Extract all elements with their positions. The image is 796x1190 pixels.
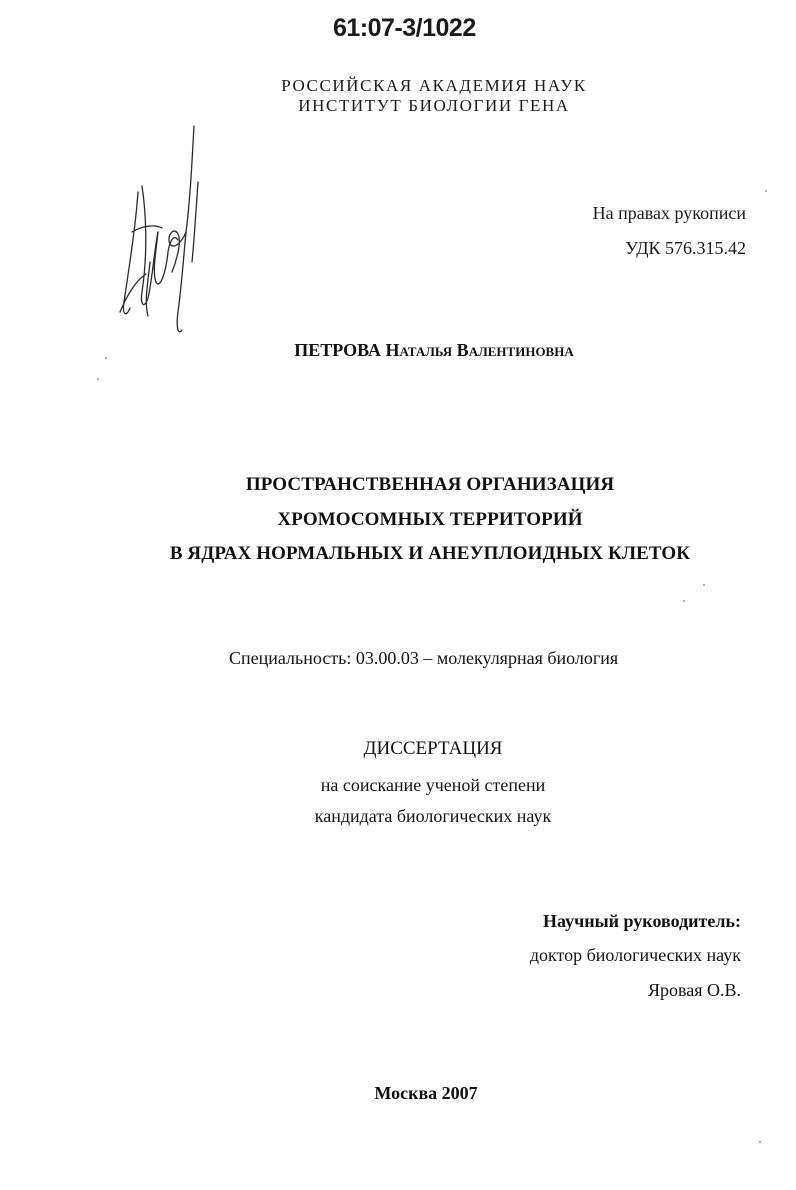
author-name xyxy=(0,340,796,361)
specialty-line: Специальность: 03.00.03 – молекулярная биология xyxy=(229,648,619,668)
organization-institute: ИНСТИТУТ БИОЛОГИИ ГЕНА xyxy=(298,96,570,115)
dissertation-heading: ДИССЕРТАЦИЯ xyxy=(363,738,503,759)
supervisor-name: Яровая О.В. xyxy=(647,980,741,1000)
archive-code-stamp: 61:07-3/1022 xyxy=(333,14,476,42)
degree-purpose-line-2: кандидата биологических наук xyxy=(314,806,552,826)
supervisor-label: Научный руководитель: xyxy=(543,911,741,931)
thesis-title-line-2: ХРОМОСОМНЫХ ТЕРРИТОРИЙ xyxy=(277,509,583,530)
handwritten-signature-icon xyxy=(112,122,212,342)
scan-speck xyxy=(703,584,705,586)
supervisor-degree: доктор биологических наук xyxy=(529,945,741,965)
thesis-title-line-3: В ЯДРАХ НОРМАЛЬНЫХ И АНЕУПЛОИДНЫХ КЛЕТОК xyxy=(169,543,691,564)
thesis-title-line-1: ПРОСТРАНСТВЕННАЯ ОРГАНИЗАЦИЯ xyxy=(245,474,615,495)
scan-speck xyxy=(105,357,107,359)
city-year: Москва 2007 xyxy=(374,1083,478,1103)
author-surname: ПЕТРОВА xyxy=(294,340,382,360)
degree-purpose-line-1: на соискание ученой степени xyxy=(320,775,546,795)
manuscript-rights-note: На правах рукописи xyxy=(592,203,746,223)
scan-speck xyxy=(97,378,99,380)
scan-speck xyxy=(765,190,767,192)
author-given-names: Наталья Валентиновна xyxy=(385,340,574,360)
scan-speck xyxy=(759,1141,761,1143)
organization-academy: РОССИЙСКАЯ АКАДЕМИЯ НАУК xyxy=(281,76,587,95)
scan-speck xyxy=(683,600,685,602)
udc-code: УДК 576.315.42 xyxy=(625,238,746,258)
